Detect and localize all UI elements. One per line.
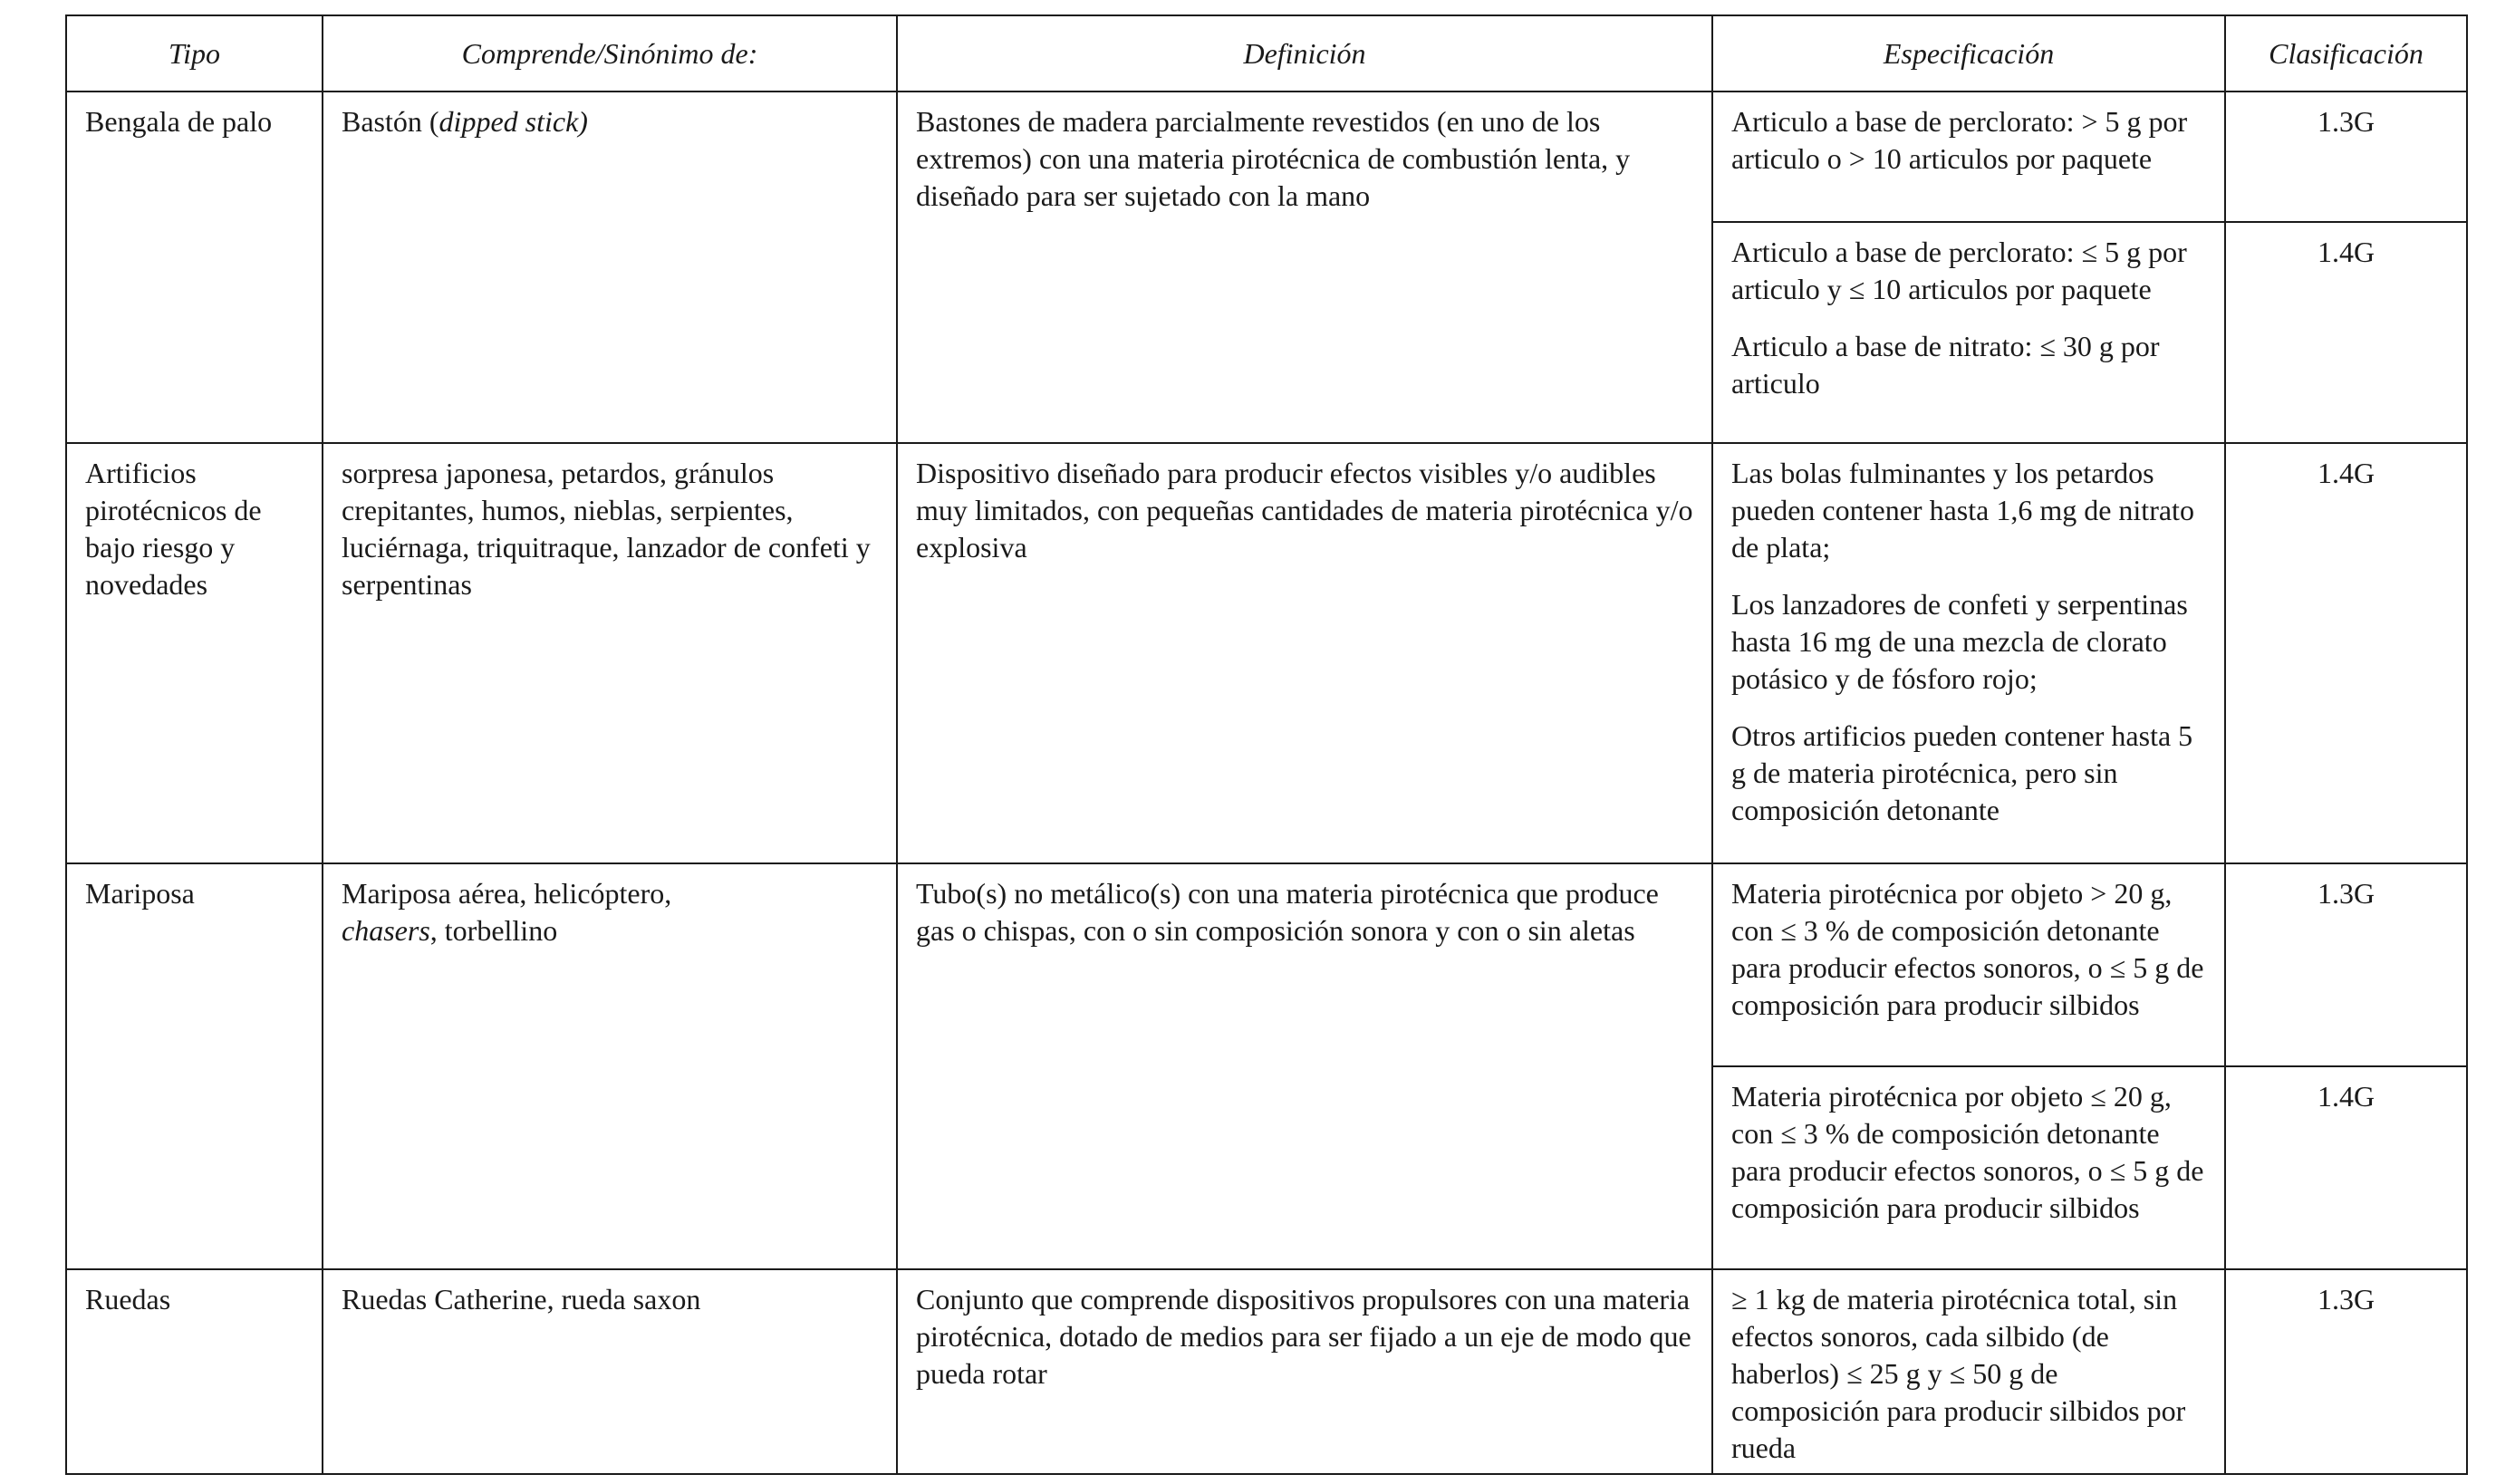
- cell-especificacion: [1712, 1066, 2225, 1269]
- cell-tipo: Artificios pirotécnicos de bajo riesgo y novedades: [66, 443, 323, 863]
- classification-table: [65, 14, 2468, 1475]
- header-definicion: Definición: [897, 15, 1712, 92]
- cell-tipo: Ruedas: [66, 1269, 323, 1474]
- spec-paragraph: Materia pirotécnica por objeto ≤ 20 g, con ≤ 3 % de composición detonante para producir efectos sonoros, o ≤ 5 g de composición para producir silbidos: [1731, 1080, 2204, 1224]
- table-row: [66, 863, 2467, 1066]
- spec-paragraph: Las bolas fulminantes y los petardos pueden contener hasta 1,6 mg de nitrato de plata;: [1731, 457, 2194, 564]
- cell-comprende: Ruedas Catherine, rueda saxon: [323, 1269, 897, 1474]
- comprende-text: Bastón (: [342, 105, 439, 138]
- table-row: [66, 1269, 2467, 1474]
- table-row: [66, 443, 2467, 863]
- cell-clasificacion: 1.4G: [2225, 1066, 2467, 1269]
- cell-clasificacion: 1.4G: [2225, 222, 2467, 443]
- spec-paragraph: ≥ 1 kg de materia pirotécnica total, sin efectos sonoros, cada silbido (de haberlos) ≤ 25 g y ≤ 50 g de composición para producir silbidos por rueda: [1731, 1283, 2186, 1464]
- cell-clasificacion: 1.3G: [2225, 92, 2467, 222]
- spec-paragraph: Articulo a base de perclorato: > 5 g por articulo o > 10 articulos por paquete: [1731, 105, 2188, 175]
- cell-comprende: [323, 863, 897, 1269]
- cell-especificacion: [1712, 443, 2225, 863]
- cell-clasificacion: 1.4G: [2225, 443, 2467, 863]
- spec-paragraph: Otros artificios pueden contener hasta 5 g de materia pirotécnica, pero sin composición detonante: [1731, 719, 2193, 826]
- cell-especificacion: [1712, 863, 2225, 1066]
- spec-paragraph: Materia pirotécnica por objeto > 20 g, con ≤ 3 % de composición detonante para producir efectos sonoros, o ≤ 5 g de composición para producir silbidos: [1731, 877, 2204, 1021]
- header-especificacion: Especificación: [1712, 15, 2225, 92]
- cell-especificacion: [1712, 92, 2225, 222]
- cell-comprende: [323, 92, 897, 443]
- cell-definicion: Bastones de madera parcialmente revestidos (en uno de los extremos) con una materia pirotécnica de combustión lenta, y diseñado para ser sujetado con la mano: [897, 92, 1712, 443]
- table-row: [66, 92, 2467, 222]
- cell-tipo: Bengala de palo: [66, 92, 323, 443]
- comprende-text: , torbellino: [429, 914, 558, 947]
- cell-especificacion: [1712, 1269, 2225, 1474]
- table-header-row: [66, 15, 2467, 92]
- cell-especificacion: [1712, 222, 2225, 443]
- comprende-italic-text: dipped stick): [438, 105, 588, 138]
- comprende-italic-text: chasers: [342, 914, 430, 947]
- header-comprende: Comprende/Sinónimo de:: [323, 15, 897, 92]
- cell-clasificacion: 1.3G: [2225, 1269, 2467, 1474]
- cell-definicion: Conjunto que comprende dispositivos propulsores con una materia pirotécnica, dotado de medios para ser fijado a un eje de modo que pueda rotar: [897, 1269, 1712, 1474]
- header-clasificacion: Clasificación: [2225, 15, 2467, 92]
- cell-definicion: Dispositivo diseñado para producir efectos visibles y/o audibles muy limitados, con pequeñas cantidades de materia pirotécnica y/o explosiva: [897, 443, 1712, 863]
- cell-comprende: sorpresa japonesa, petardos, gránulos crepitantes, humos, nieblas, serpientes, luciérnaga, triquitraque, lanzador de confeti y serpentinas: [323, 443, 897, 863]
- comprende-text: Mariposa aérea, helicóptero,: [342, 877, 672, 910]
- header-tipo: Tipo: [66, 15, 323, 92]
- cell-definicion: Tubo(s) no metálico(s) con una materia pirotécnica que produce gas o chispas, con o sin composición sonora y con o sin aletas: [897, 863, 1712, 1269]
- spec-paragraph: Articulo a base de nitrato: ≤ 30 g por articulo: [1731, 330, 2160, 400]
- spec-paragraph: Los lanzadores de confeti y serpentinas hasta 16 mg de una mezcla de clorato potásico y de fósforo rojo;: [1731, 588, 2188, 695]
- cell-tipo: Mariposa: [66, 863, 323, 1269]
- spec-paragraph: Articulo a base de perclorato: ≤ 5 g por articulo y ≤ 10 articulos por paquete: [1731, 236, 2187, 305]
- cell-clasificacion: 1.3G: [2225, 863, 2467, 1066]
